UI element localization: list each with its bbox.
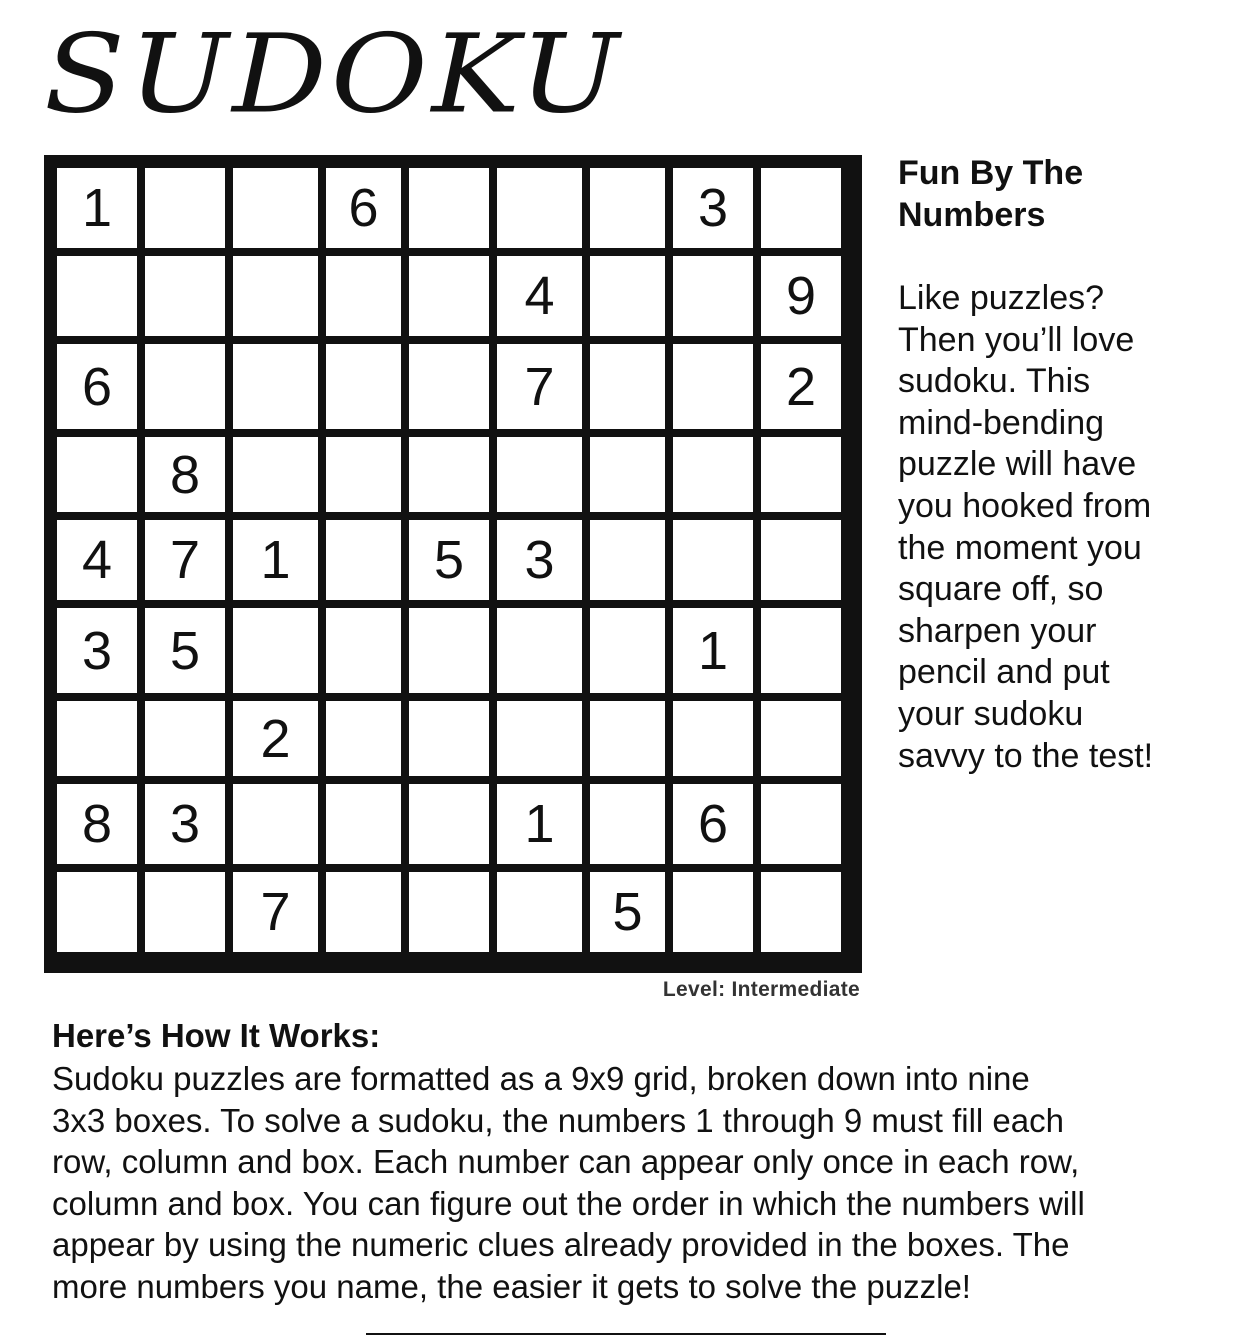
empty-cell[interactable] [233,168,318,248]
sidebar-body-line: sharpen your [898,611,1097,650]
empty-cell[interactable] [57,872,137,952]
given-cell: 4 [57,520,137,600]
empty-cell[interactable] [409,784,489,864]
empty-cell[interactable] [409,872,489,952]
given-cell: 5 [409,520,489,600]
empty-cell[interactable] [145,344,225,429]
empty-cell[interactable] [761,872,841,952]
given-cell: 7 [145,520,225,600]
empty-cell[interactable] [590,701,665,776]
empty-cell[interactable] [233,344,318,429]
empty-cell[interactable] [145,168,225,248]
empty-cell[interactable] [590,437,665,512]
empty-cell[interactable] [409,344,489,429]
how-it-works-line: row, column and box. Each number can appear only once in each row, [52,1143,1080,1180]
empty-cell[interactable] [497,701,582,776]
how-it-works-line: more numbers you name, the easier it gets to solve the puzzle! [52,1267,971,1305]
how-it-works-line: Sudoku puzzles are formatted as a 9x9 grid, broken down into nine [52,1060,1030,1097]
empty-cell[interactable] [761,784,841,864]
empty-cell[interactable] [673,344,753,429]
sidebar-body-line: Then you’ll love [898,320,1135,359]
empty-cell[interactable] [326,872,401,952]
sidebar-body-line: the moment you [898,528,1142,567]
how-it-works-line: column and box. You can figure out the order in which the numbers will [52,1184,1085,1222]
empty-cell[interactable] [673,437,753,512]
empty-cell[interactable] [145,872,225,952]
given-cell: 7 [497,344,582,429]
difficulty-level: Level: Intermediate [662,978,860,1001]
empty-cell[interactable] [233,256,318,336]
sidebar-body-line: your sudoku [898,694,1084,733]
how-it-works-line: 3x3 boxes. To solve a sudoku, the numbers 1 through 9 must fill each [52,1101,1064,1139]
given-cell: 5 [590,872,665,952]
given-cell: 5 [145,608,225,693]
given-cell: 1 [673,608,753,693]
empty-cell[interactable] [761,168,841,248]
empty-cell[interactable] [145,256,225,336]
empty-cell[interactable] [497,872,582,952]
sidebar-body [898,278,1238,777]
empty-cell[interactable] [409,168,489,248]
how-it-works-body [52,1058,1252,1307]
sidebar-heading [898,152,1228,236]
given-cell: 7 [233,872,318,952]
empty-cell[interactable] [233,608,318,693]
empty-cell[interactable] [326,520,401,600]
empty-cell[interactable] [673,520,753,600]
empty-cell[interactable] [761,437,841,512]
given-cell: 6 [673,784,753,864]
page-title: SUDOKU [44,10,624,138]
empty-cell[interactable] [590,784,665,864]
sidebar-body-line: mind-bending [898,403,1105,442]
empty-cell[interactable] [409,437,489,512]
sidebar-body-line: Like puzzles? [898,279,1105,317]
empty-cell[interactable] [590,256,665,336]
empty-cell[interactable] [326,437,401,512]
sidebar-body-line: you hooked from [898,486,1152,525]
given-cell: 1 [57,168,137,248]
empty-cell[interactable] [761,608,841,693]
empty-cell[interactable] [326,608,401,693]
empty-cell[interactable] [409,701,489,776]
bottom-divider [366,1333,886,1335]
empty-cell[interactable] [57,701,137,776]
sidebar-body-line: savvy to the test! [898,736,1154,775]
empty-cell[interactable] [233,784,318,864]
empty-cell[interactable] [145,701,225,776]
empty-cell[interactable] [673,256,753,336]
empty-cell[interactable] [57,256,137,336]
given-cell: 2 [233,701,318,776]
given-cell: 3 [497,520,582,600]
empty-cell[interactable] [326,344,401,429]
empty-cell[interactable] [326,784,401,864]
given-cell: 3 [145,784,225,864]
empty-cell[interactable] [673,701,753,776]
how-it-works-line: appear by using the numeric clues already provided in the boxes. The [52,1226,1070,1263]
sidebar-body-line: puzzle will have [898,445,1137,484]
sidebar-body-line: pencil and put [898,653,1110,692]
given-cell: 4 [497,256,582,336]
given-cell: 3 [673,168,753,248]
empty-cell[interactable] [590,608,665,693]
empty-cell[interactable] [590,520,665,600]
empty-cell[interactable] [497,168,582,248]
sidebar-heading-line: Fun By The [898,154,1084,192]
how-it-works-heading: Here’s How It Works: [52,1017,381,1054]
empty-cell[interactable] [409,608,489,693]
sidebar-heading-line: Numbers [898,196,1046,234]
sudoku-grid [44,155,862,973]
empty-cell[interactable] [233,437,318,512]
given-cell: 6 [57,344,137,429]
sidebar-body-line: sudoku. This [898,362,1091,401]
given-cell: 1 [233,520,318,600]
empty-cell[interactable] [590,168,665,248]
given-cell: 3 [57,608,137,693]
given-cell: 6 [326,168,401,248]
sidebar-body-line: square off, so [898,570,1104,609]
given-cell: 8 [145,437,225,512]
given-cell: 2 [761,344,841,429]
empty-cell[interactable] [761,520,841,600]
empty-cell[interactable] [497,608,582,693]
empty-cell[interactable] [57,437,137,512]
empty-cell[interactable] [409,256,489,336]
empty-cell[interactable] [326,256,401,336]
given-cell: 8 [57,784,137,864]
given-cell: 9 [761,256,841,336]
empty-cell[interactable] [326,701,401,776]
empty-cell[interactable] [673,872,753,952]
given-cell: 1 [497,784,582,864]
empty-cell[interactable] [497,437,582,512]
empty-cell[interactable] [590,344,665,429]
empty-cell[interactable] [761,701,841,776]
